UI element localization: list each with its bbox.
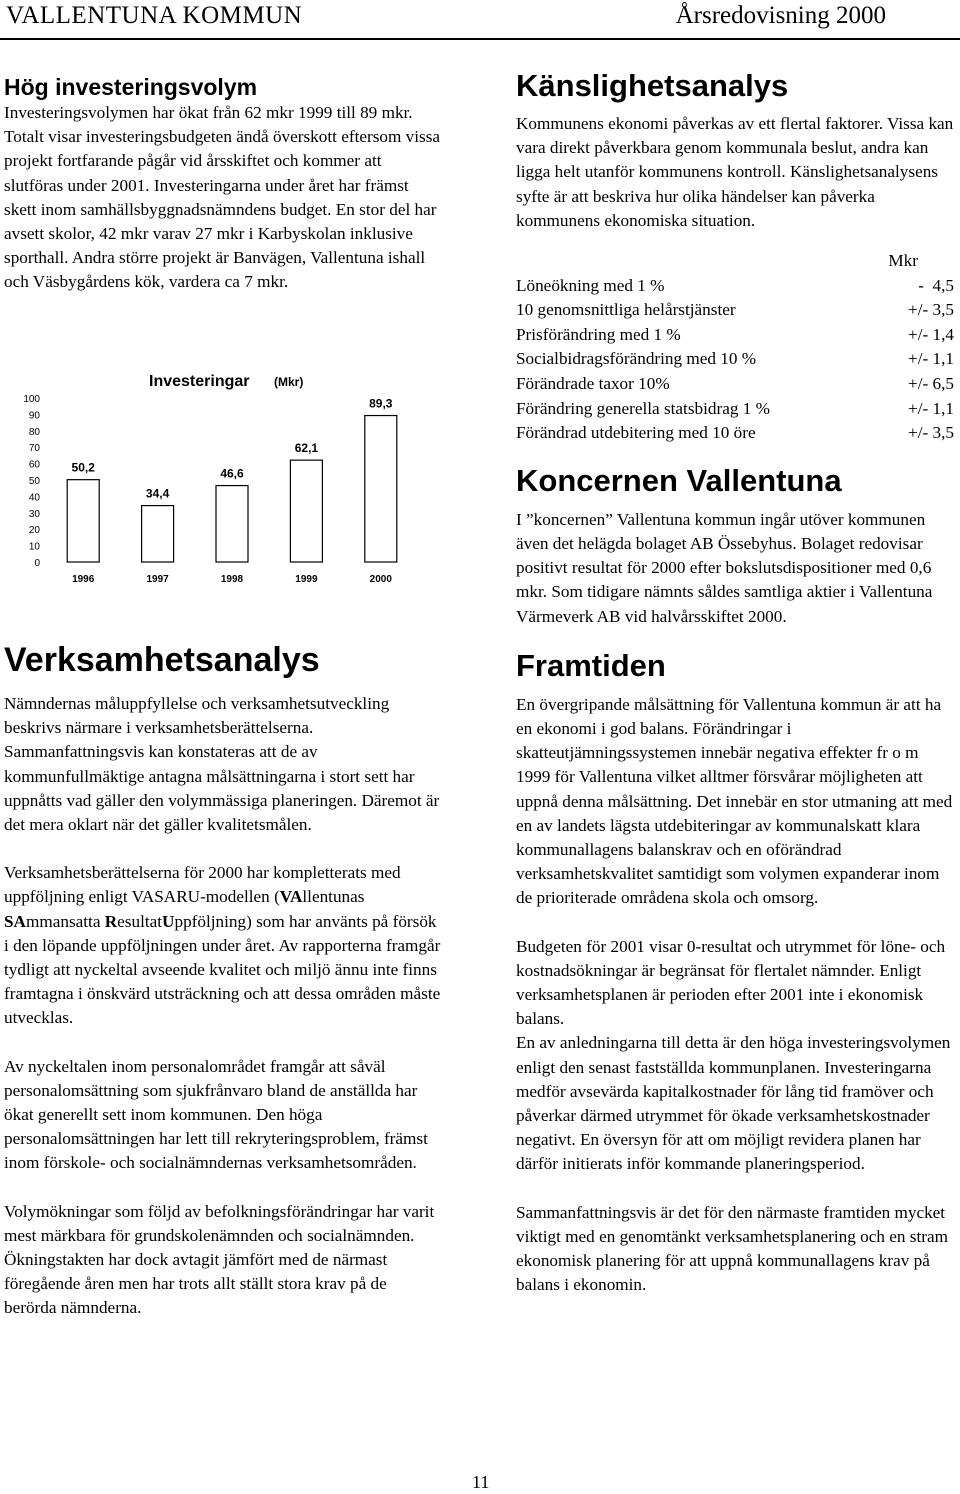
chart-title: Investeringar — [149, 373, 250, 390]
y-tick-label: 60 — [28, 459, 40, 471]
operations-paragraph-2 — [4, 861, 442, 1030]
sensitivity-value: +/- 6,5 — [908, 373, 954, 393]
section-heading-investment: Hög investeringsvolym — [4, 74, 258, 100]
right-column — [516, 40, 954, 1297]
sensitivity-label: Förändrad utdebitering med 10 öre — [516, 423, 756, 443]
sensitivity-text: Kommunens ekonomi påverkas av ett flertal faktorer. Vissa kan vara direkt påverkbara genom kommunala beslut, andra kan ligga helt utanför kommunens kontroll. Känslighetsanalysens syfte är att beskriva hur olika händelser kan påverka kommunens ekonomiska situation. — [516, 114, 954, 230]
operations-paragraph-4: Volymökningar som följd av befolkningsförändringar har varit mest märkbara för grundskolenämnden och socialnämnden. Ökningstakten har dock avtagit jämfört med de närmast föregående åren men har trots allt ställt stora krav på de berörda nämnderna. — [4, 1201, 435, 1318]
bar-value-label: 89,3 — [369, 396, 393, 411]
sensitivity-row — [516, 397, 954, 422]
y-tick-label: 30 — [28, 508, 40, 520]
bar-2000 — [365, 416, 397, 562]
sensitivity-value: +/- 3,5 — [908, 423, 954, 443]
y-tick-label: 20 — [28, 525, 40, 537]
sensitivity-label: Socialbidragsförändring med 10 % — [516, 349, 757, 369]
y-tick-label: 50 — [28, 476, 40, 487]
sensitivity-value: - 4,5 — [918, 275, 954, 295]
sensitivity-label: Förändring generella statsbidrag 1 % — [516, 398, 770, 418]
text-run: mmansatta — [25, 911, 105, 931]
y-tick-label: 0 — [34, 558, 40, 569]
chart-unit: (Mkr) — [274, 375, 304, 389]
x-tick-label: 2000 — [369, 574, 392, 585]
report-title: Årsredovisning 2000 — [675, 2, 886, 29]
y-tick-label: 70 — [28, 443, 40, 455]
bar-1998 — [216, 486, 248, 562]
bar-value-label: 50,2 — [71, 460, 95, 475]
section-heading-group: Koncernen Vallentuna — [516, 462, 842, 498]
future-paragraph-2b: En av anledningarna till detta är den höga investeringsvolymen enligt den senast fastställda kommunplanen. Investeringarna medför avsevärda kapitalkostnader för lång tid framöver och påverkar därmed utrymmet för ökade verksamhetskostnader negativt. En översyn för att om möjligt revidera planen har därför initierats inför kommande planeringsperiod. — [516, 1033, 951, 1174]
sensitivity-value: +/- 1,1 — [908, 398, 954, 418]
text-run-bold: R — [104, 911, 118, 931]
bar-1996 — [67, 480, 99, 562]
sensitivity-row — [516, 347, 954, 372]
investment-chart — [4, 360, 424, 600]
future-paragraph-3: Sammanfattningsvis är det för den närmaste framtiden mycket viktigt med en genomtänkt verksamhetsplanering och en stram ekonomisk planering för att uppnå kommunallagens krav på balans i ekonomin. — [516, 1202, 948, 1295]
bar-value-label: 34,4 — [145, 486, 170, 501]
sensitivity-label: Löneökning med 1 % — [516, 275, 665, 295]
sensitivity-table — [516, 249, 954, 446]
y-tick-label: 80 — [28, 426, 40, 438]
future-paragraph-2a: Budgeten för 2001 visar 0-resultat och utrymmet för löne- och kostnadsökningar är begränsat för flertalet nämnder. Enligt verksamhetsplanen är perioden efter 2001 inte i ekonomisk balans. — [516, 936, 946, 1029]
y-tick-label: 10 — [28, 541, 40, 553]
page-number: 11 — [472, 1472, 490, 1492]
y-tick-label: 40 — [28, 492, 40, 504]
sensitivity-label: Prisförändring med 1 % — [516, 324, 681, 344]
page-header — [0, 0, 960, 40]
text-run-bold: VA — [279, 887, 303, 907]
sensitivity-value: +/- 1,1 — [908, 349, 954, 369]
x-tick-label: 1996 — [72, 574, 95, 585]
sensitivity-value: +/- 1,4 — [908, 324, 954, 344]
bar-1999 — [290, 460, 322, 562]
text-run-bold: U — [162, 911, 175, 931]
sensitivity-row — [516, 274, 954, 299]
sensitivity-label: 10 genomsnittliga helårstjänster — [516, 300, 736, 320]
left-column — [4, 40, 442, 295]
sensitivity-row — [516, 323, 954, 348]
operations-paragraph-3: Av nyckeltalen inom personalområdet framgår att såväl personalomsättning som sjukfrånvaro bland de anställda har ökat generellt sett inom kommunen. Den höga personalomsättningen har lett till rekryteringsproblem, främst inom förskole- och socialnämndernas verksamhetsområden. — [4, 1056, 428, 1173]
sensitivity-label: Förändrade taxor 10% — [516, 373, 670, 393]
x-tick-label: 1997 — [146, 574, 169, 585]
sensitivity-row — [516, 298, 954, 323]
group-text: I ”koncernen” Vallentuna kommun ingår utöver kommunen även det helägda bolaget AB Össebyhus. Bolaget redovisar positivt resultat för 2000 efter bokslutsdispositioner med 0,6 mkr. Som tidigare nämnts såldes samtliga aktier i Vallentuna Värmeverk AB vid halvårsskiftet 2000. — [516, 509, 933, 626]
text-run-bold: SA — [4, 911, 26, 931]
section-heading-sensitivity: Känslighetsanalys — [516, 68, 789, 103]
section-heading-operations: Verksamhetsanalys — [4, 641, 320, 679]
investment-text: Investeringsvolymen har ökat från 62 mkr 1999 till 89 mkr. Totalt visar investeringsbudgeten ändå överskott eftersom vissa projekt fortfarande pågår vid årsskiftet och kommer att slutföras under 2001. Investeringarna under året har främst skett inom samhällsbyggnadsnämndens budget. En stor del har avsett skolor, 42 mkr varav 27 mkr i Karbyskolan inklusive sporthall. Andra större projekt är Banvägen, Vallentuna ishall och Väsbygårdens kök, vardera ca 7 mkr. — [4, 103, 441, 292]
future-paragraph-1: En övergripande målsättning för Vallentuna kommun är att ha en ekonomi i god balans. Förändringar i skatteutjämningssystemen innebär negativa effekter fr o m 1999 för Vallentuna vilket alltmer försvårar möjligheten att uppnå denna målsättning. Det innebär en stor utmaning att med en av landets lägsta utdebiteringar av kommunalskatt klara kommunallagens balanskrav och en oförändrad verksamhetskvalitet samtidigt som volymen expanderar inom de prioriterade områdena skola och omsorg. — [516, 694, 953, 908]
text-run: ppföljning) som har använts på försök i den löpande uppföljningen under året. Av rapporterna framgår tydligt att nyckeltal avseende kvalitet och miljö ännu inte finns framtagna i önskvärd utsträckning och att dessa områden måste utvecklas. — [4, 911, 441, 1028]
text-run: Verksamhetsberättelserna för 2000 har kompletterats med uppföljning enligt VASARU-modellen ( — [4, 863, 401, 907]
municipality-name: VALLENTUNA KOMMUN — [6, 2, 303, 29]
text-run: esultat — [117, 911, 163, 931]
operations-paragraph-1: Nämndernas måluppfyllelse och verksamhetsutveckling beskrivs närmare i verksamhetsberättelserna. Sammanfattningsvis kan konstateras att de av kommunfullmäktige antagna målsättningarna i stort sett har uppnåtts vad gäller den volymmässiga planeringen. Däremot är det mera oklart när det gäller kvalitetsmålen. — [4, 694, 440, 835]
y-tick-label: 100 — [23, 394, 40, 405]
bar-value-label: 62,1 — [294, 441, 319, 456]
x-tick-label: 1998 — [220, 574, 244, 585]
sensitivity-row — [516, 421, 954, 446]
bar-value-label: 46,6 — [220, 466, 244, 481]
left-column-lower — [4, 640, 442, 1321]
text-run: llentunas — [302, 887, 365, 907]
sensitivity-value: +/- 3,5 — [908, 300, 954, 320]
sensitivity-row — [516, 372, 954, 397]
section-heading-future: Framtiden — [516, 647, 666, 683]
y-tick-label: 90 — [28, 410, 40, 422]
sensitivity-unit: Mkr — [888, 251, 918, 271]
x-tick-label: 1999 — [295, 574, 318, 585]
bar-1997 — [142, 506, 174, 562]
